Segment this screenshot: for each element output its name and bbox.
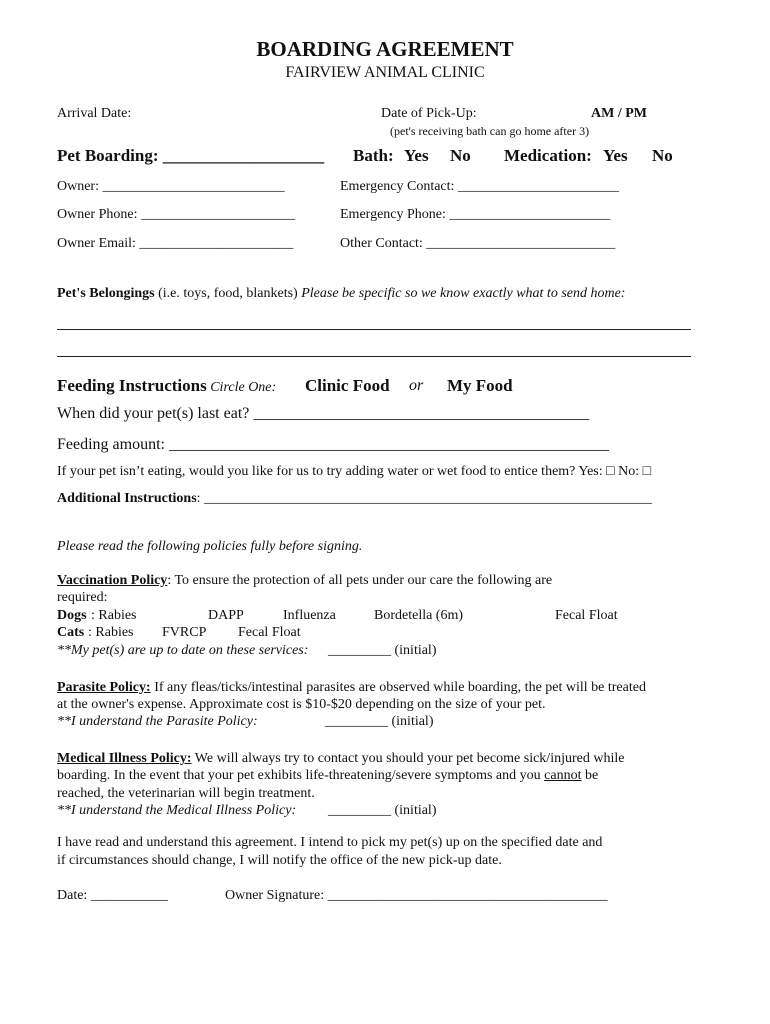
clinic-food-option[interactable]: Clinic Food <box>305 376 390 395</box>
medication-yes-option[interactable]: Yes <box>603 146 628 165</box>
additional-instructions-field[interactable] <box>57 491 652 507</box>
owner-signature-field[interactable]: Owner Signature: ________________________________________ <box>225 888 608 903</box>
vaccination-policy-title: Vaccination Policy <box>57 573 168 588</box>
arrival-date-label: Arrival Date: <box>57 106 132 121</box>
medical-policy-line-1 <box>57 751 624 767</box>
pickup-date-label: Date of Pick-Up: <box>381 106 477 121</box>
additional-instructions-line[interactable]: : ________________________________________________________________ <box>196 491 653 506</box>
cats-vaccine-fvrcp: FVRCP <box>162 625 207 640</box>
feeding-instructions-row <box>57 376 276 396</box>
parasite-acknowledgement: **I understand the Parasite Policy: <box>57 714 258 729</box>
dogs-vaccine-fecal-float: Fecal Float <box>555 608 618 623</box>
dogs-vaccine-dapp: DAPP <box>208 608 244 623</box>
parasite-initial-field[interactable]: _________ (initial) <box>325 714 434 729</box>
form-title: BOARDING AGREEMENT <box>256 37 514 61</box>
cannot-emphasis: cannot <box>544 768 582 783</box>
additional-instructions-label: Additional Instructions <box>57 491 197 506</box>
bath-label: Bath: <box>353 146 394 165</box>
last-eat-field[interactable]: When did your pet(s) last eat? __________________________________________ <box>57 405 590 422</box>
my-food-option[interactable]: My Food <box>447 376 513 395</box>
pet-boarding-field[interactable]: Pet Boarding: ___________________ <box>57 146 325 165</box>
belongings-line-2[interactable] <box>57 356 691 357</box>
parasite-policy-line-1 <box>57 680 646 696</box>
medical-policy-line-3: reached, the veterinarian will begin treatment. <box>57 786 315 801</box>
belongings-line-1[interactable] <box>57 329 691 330</box>
owner-email-field[interactable]: Owner Email: ______________________ <box>57 236 294 251</box>
medical-policy-title: Medical Illness Policy: <box>57 751 192 766</box>
bath-yes-option[interactable]: Yes <box>404 146 429 165</box>
not-eating-question[interactable]: If your pet isn’t eating, would you like for us to try adding water or wet food to entice them? Yes: □ No: □ <box>57 464 652 479</box>
agreement-text-line-1: I have read and understand this agreement. I intend to pick my pet(s) up on the specified date and <box>57 835 603 850</box>
bath-no-option[interactable]: No <box>450 146 471 165</box>
belongings-prompt <box>57 286 625 302</box>
food-or-label: or <box>409 377 424 394</box>
clinic-name: FAIRVIEW ANIMAL CLINIC <box>285 64 485 81</box>
vaccination-policy-line-1 <box>57 573 552 589</box>
parasite-policy-text: If any fleas/ticks/intestinal parasites are observed while boarding, the pet will be treated <box>150 680 646 695</box>
medical-acknowledgement: **I understand the Medical Illness Policy: <box>57 803 297 818</box>
feeding-label: Feeding Instructions <box>57 376 207 395</box>
parasite-policy-title: Parasite Policy: <box>57 680 151 695</box>
belongings-instruction: Please be specific so we know exactly what to send home: <box>301 286 626 301</box>
am-pm-choice[interactable]: AM / PM <box>591 106 647 121</box>
dogs-label: Dogs <box>57 608 87 623</box>
dogs-vaccine-rabies: : Rabies <box>91 608 137 623</box>
owner-field[interactable]: Owner: __________________________ <box>57 179 285 194</box>
medication-no-option[interactable]: No <box>652 146 673 165</box>
parasite-policy-line-2: at the owner's expense. Approximate cost is $10-$20 depending on the size of your pet. <box>57 697 546 712</box>
medical-policy-text-2-end: be <box>581 768 599 783</box>
policies-intro: Please read the following policies fully before signing. <box>57 539 363 554</box>
circle-one-note: Circle One: <box>206 380 277 395</box>
vaccination-initial-field[interactable]: _________ (initial) <box>328 643 437 658</box>
signature-date-field[interactable]: Date: ___________ <box>57 888 168 903</box>
cats-vaccine-rabies: : Rabies <box>88 625 134 640</box>
emergency-contact-field[interactable]: Emergency Contact: _______________________ <box>340 179 619 194</box>
feeding-amount-field[interactable]: Feeding amount: _______________________________________________________ <box>57 436 609 453</box>
medical-policy-text: We will always try to contact you should your pet become sick/injured while <box>191 751 625 766</box>
cats-label: Cats <box>57 625 85 640</box>
bath-pickup-note: (pet's receiving bath can go home after 3) <box>390 124 590 138</box>
belongings-label: Pet's Belongings <box>57 286 155 301</box>
medical-policy-text-2: boarding. In the event that your pet exhibits life-threatening/severe symptoms and you <box>57 768 545 783</box>
belongings-example: (i.e. toys, food, blankets) <box>154 286 302 301</box>
agreement-text-line-2: if circumstances should change, I will notify the office of the new pick-up date. <box>57 853 502 868</box>
vaccination-policy-text: : To ensure the protection of all pets under our care the following are <box>167 573 553 588</box>
medication-label: Medication: <box>504 146 592 165</box>
medical-policy-line-2 <box>57 768 598 784</box>
emergency-phone-field[interactable]: Emergency Phone: _______________________ <box>340 207 611 222</box>
dogs-vaccine-bordetella: Bordetella (6m) <box>374 608 464 623</box>
vaccination-policy-line-2: required: <box>57 590 108 605</box>
cats-vaccine-fecal-float: Fecal Float <box>238 625 301 640</box>
medical-initial-field[interactable]: _________ (initial) <box>328 803 437 818</box>
vaccination-acknowledgement: **My pet(s) are up to date on these services: <box>57 643 309 658</box>
other-contact-field[interactable]: Other Contact: ___________________________ <box>340 236 616 251</box>
owner-phone-field[interactable]: Owner Phone: ______________________ <box>57 207 295 222</box>
dogs-vaccine-influenza: Influenza <box>283 608 336 623</box>
